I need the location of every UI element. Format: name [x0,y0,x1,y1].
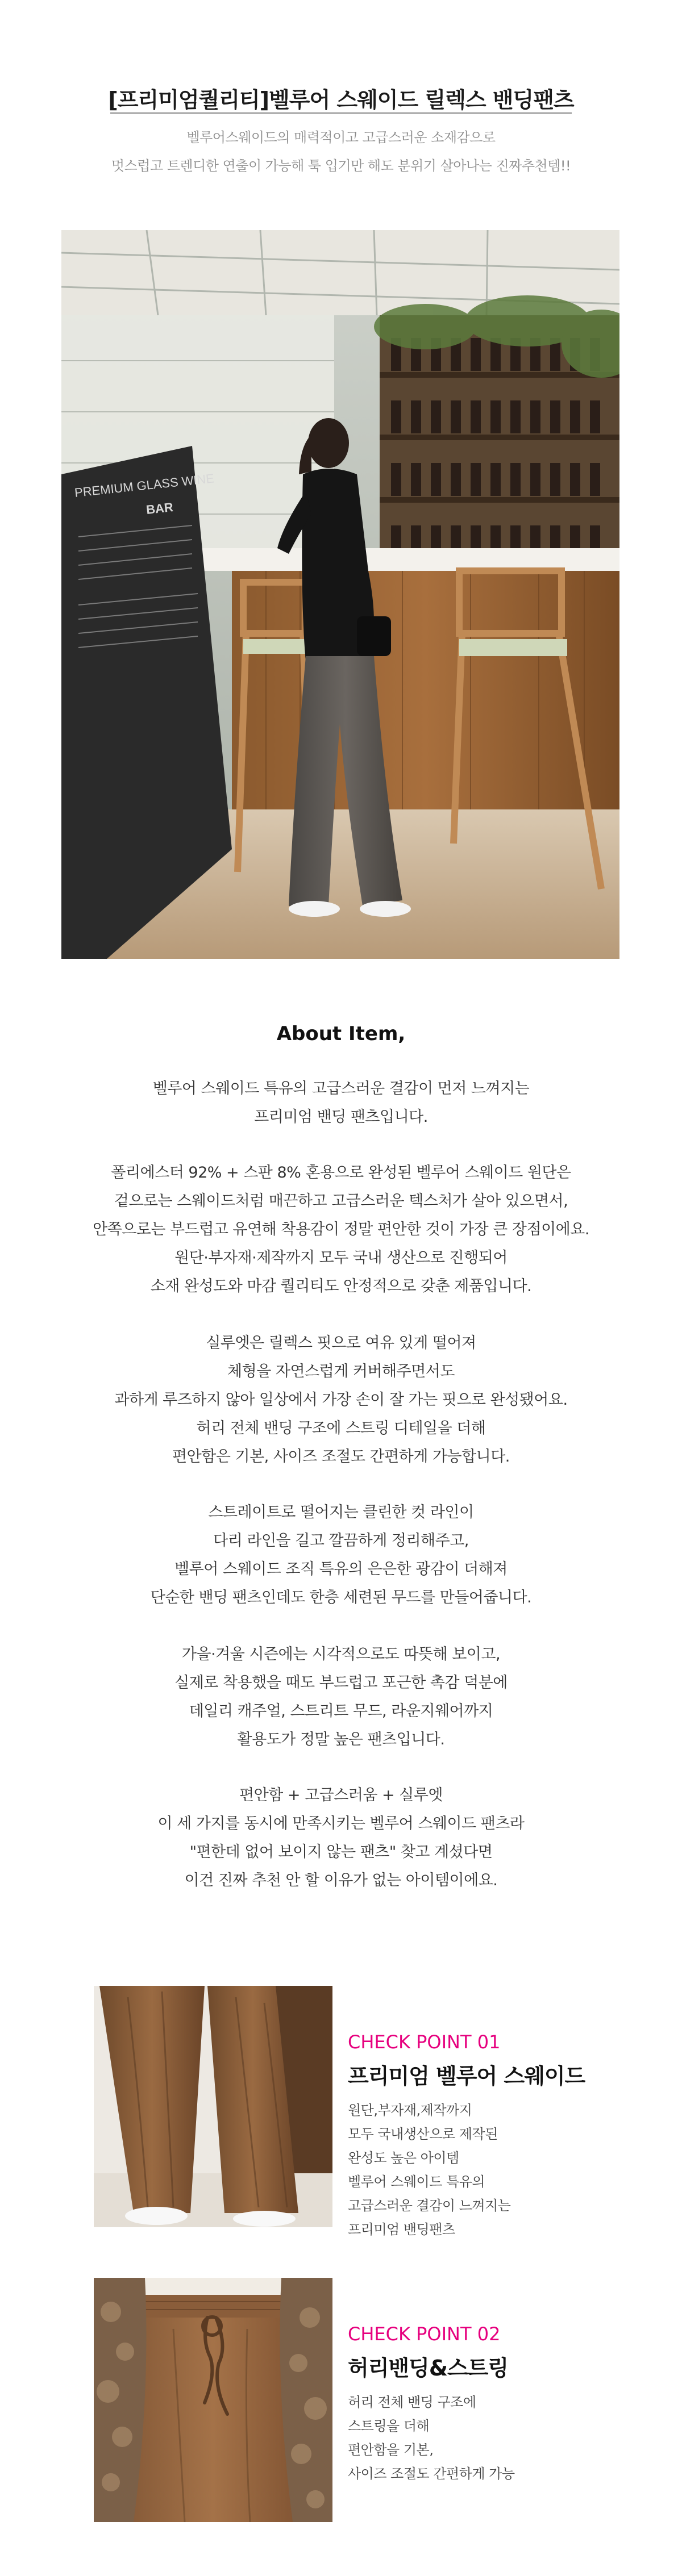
checkpoint-2-body [348,2390,515,2486]
text-line: 프리미엄 밴딩팬츠 [348,2222,455,2237]
about-paragraph-3 [0,1329,682,1471]
text-line: 완성도 높은 아이템 [348,2150,459,2166]
text-line: 폴리에스터 92% + 스판 8% 혼용으로 완성된 벨루어 스웨이드 원단은 [111,1164,571,1181]
text-line: 안쪽으로는 부드럽고 유연해 착용감이 정말 편안한 것이 가장 큰 장점이에요. [93,1221,589,1238]
product-title: [프리미엄퀄리티]벨루어 스웨이드 릴렉스 밴딩팬츠 [108,87,574,112]
text-line: 편안함을 기본, [348,2442,434,2458]
text-line: "편한데 없어 보이지 않는 팬츠" 찾고 계셨다면 [189,1843,493,1861]
main-photo-illustration [61,230,619,959]
text-line: 스트링을 더해 [348,2418,430,2434]
text-line: 단순한 밴딩 팬츠인데도 한층 세련된 무드를 만들어줍니다. [150,1589,532,1606]
about-paragraph-6 [0,1781,682,1895]
text-line: 편안함 + 고급스러움 + 실루엣 [239,1786,443,1804]
checkpoint-1-title: 프리미엄 벨루어 스웨이드 [348,2064,585,2089]
text-line: 스트레이트로 떨어지는 클린한 컷 라인이 [208,1504,474,1521]
checkpoint-1-label: CHECK POINT 01 [348,2031,501,2053]
suede-pants-legs-illustration [94,1986,332,2227]
checkpoint-2-label: CHECK POINT 02 [348,2323,501,2345]
text-line: 원단·부자재·제작까지 모두 국내 생산으로 진행되어 [174,1249,508,1267]
text-line: 고급스러운 결감이 느껴지는 [348,2198,511,2214]
subtitle-line-1: 벨루어스웨이드의 매력적이고 고급스러운 소재감으로 [186,130,496,145]
checkpoint-2-photo [94,2278,332,2522]
text-line: 가을·겨울 시즌에는 시각적으로도 따뜻해 보이고, [181,1646,501,1663]
waist-band-illustration [94,2278,332,2522]
text-line: 벨루어 스웨이드 조직 특유의 은은한 광감이 더해져 [174,1560,508,1578]
text-line: 다리 라인을 길고 깔끔하게 정리해주고, [213,1532,469,1550]
text-line: 데일리 캐주얼, 스트리트 무드, 라운지웨어까지 [189,1702,493,1720]
sign-line-1: PREMIUM GLASS WINE [73,471,215,500]
text-line: 사이즈 조절도 간편하게 가능 [348,2466,515,2482]
text-line: 소재 완성도와 마감 퀄리티도 안정적으로 갖춘 제품입니다. [150,1277,532,1295]
text-line: 이건 진짜 추천 안 할 이유가 없는 아이템이에요. [184,1872,498,1889]
main-product-photo [61,230,619,959]
about-paragraph-1 [0,1075,682,1132]
checkpoint-2-title: 허리밴딩&스트링 [348,2356,509,2381]
text-line: 실루엣은 릴렉스 핏으로 여유 있게 떨어져 [206,1334,476,1352]
text-line: 허리 전체 밴딩 구조에 스트링 디테일을 더해 [196,1419,486,1437]
text-line: 이 세 가지를 동시에 만족시키는 벨루어 스웨이드 팬츠라 [157,1815,525,1832]
text-line: 과하게 루즈하지 않아 일상에서 가장 손이 잘 가는 핏으로 완성됐어요. [114,1391,568,1409]
about-paragraph-4 [0,1498,682,1612]
checkpoint-1-body [348,2098,510,2241]
text-line: 모두 국내생산으로 제작된 [348,2126,498,2142]
text-line: 겉으로는 스웨이드처럼 매끈하고 고급스러운 텍스처가 살아 있으면서, [114,1192,568,1210]
checkpoint-1-photo [94,1986,332,2227]
text-line: 체형을 자연스럽게 커버해주면서도 [227,1363,455,1380]
text-line: 허리 전체 밴딩 구조에 [348,2394,476,2410]
about-paragraph-2 [0,1159,682,1301]
text-line: 벨루어 스웨이드 특유의 [348,2174,485,2190]
subtitle-line-2: 멋스럽고 트렌디한 연출이 가능해 툭 입기만 해도 분위기 살아나는 진짜추천템!! [111,158,571,174]
text-line: 원단,부자재,제작까지 [348,2102,472,2118]
text-line: 실제로 착용했을 때도 부드럽고 포근한 촉감 덕분에 [174,1674,508,1692]
about-paragraph-5 [0,1640,682,1754]
title-underline [110,112,572,114]
text-line: 편안함은 기본, 사이즈 조절도 간편하게 가능합니다. [172,1448,510,1466]
sign-line-2: BAR [145,500,174,517]
text-line: 활용도가 정말 높은 팬츠입니다. [237,1731,445,1748]
about-heading: About Item, [276,1022,406,1045]
text-line: 벨루어 스웨이드 특유의 고급스러운 결감이 먼저 느껴지는 [152,1080,530,1097]
text-line: 프리미엄 밴딩 팬츠입니다. [254,1108,428,1126]
